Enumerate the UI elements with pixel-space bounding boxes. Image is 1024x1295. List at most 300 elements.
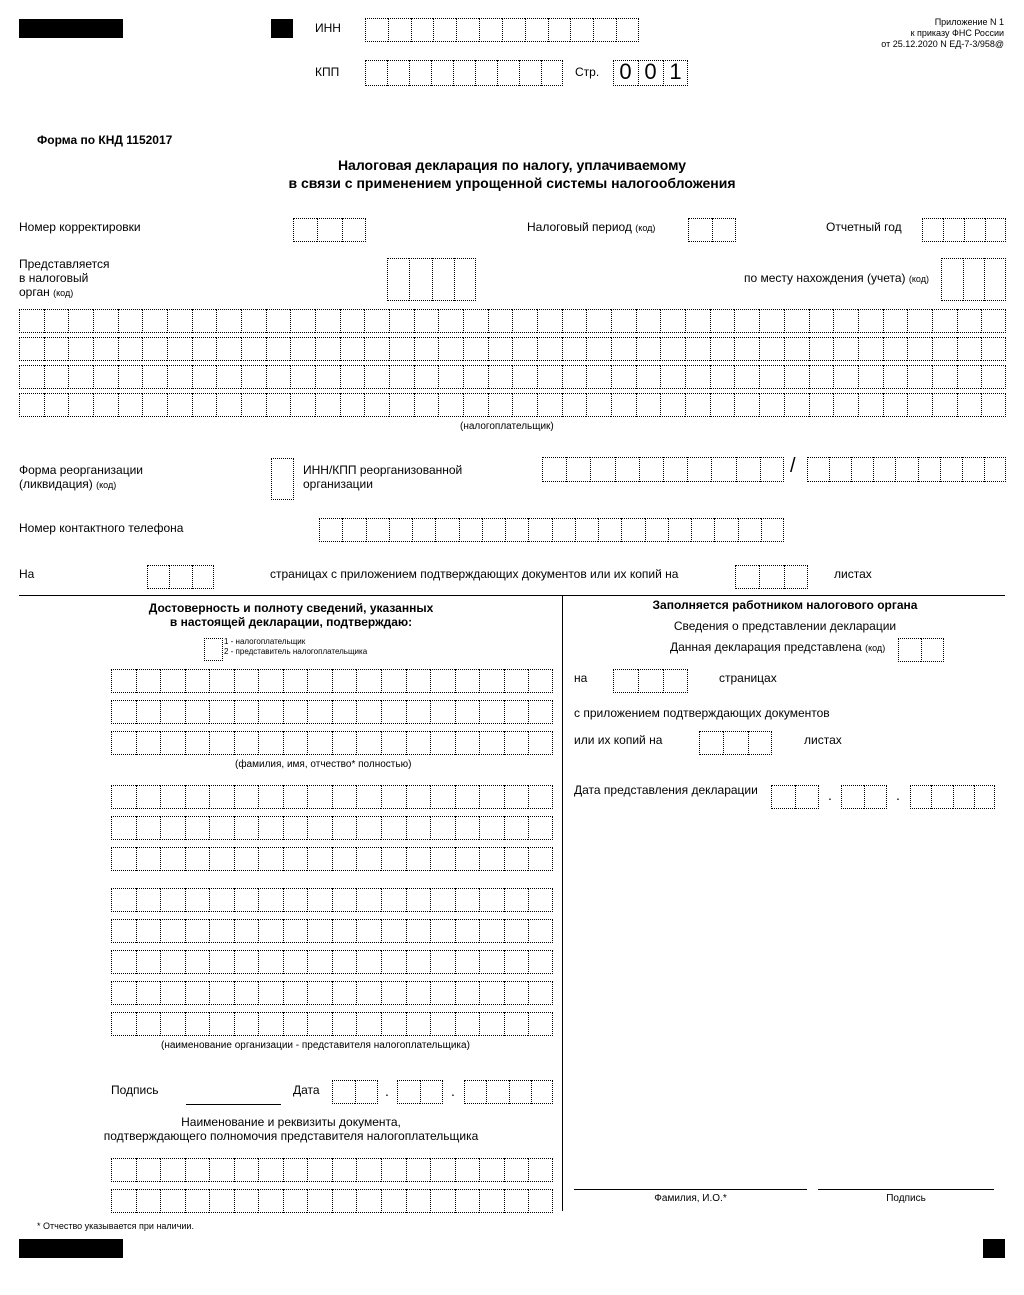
- char-cell[interactable]: [833, 365, 858, 389]
- char-cell[interactable]: [406, 981, 431, 1005]
- char-cell[interactable]: [241, 309, 266, 333]
- char-cell[interactable]: [192, 565, 214, 589]
- char-cell[interactable]: [356, 981, 381, 1005]
- char-cell[interactable]: [258, 847, 283, 871]
- char-cell[interactable]: [258, 981, 283, 1005]
- char-cell[interactable]: [455, 919, 480, 943]
- char-cell[interactable]: [406, 816, 431, 840]
- char-cell[interactable]: [283, 700, 308, 724]
- char-cell[interactable]: [759, 393, 784, 417]
- char-cell[interactable]: [712, 218, 736, 242]
- char-cell[interactable]: [332, 669, 357, 693]
- char-cell[interactable]: [438, 393, 463, 417]
- char-cell[interactable]: [907, 337, 932, 361]
- char-cell[interactable]: [586, 365, 611, 389]
- char-cell[interactable]: [258, 816, 283, 840]
- char-cell[interactable]: [663, 669, 688, 693]
- char-cell[interactable]: [258, 1012, 283, 1036]
- char-cell[interactable]: [784, 309, 809, 333]
- char-cell[interactable]: [406, 1189, 431, 1213]
- char-cell[interactable]: [922, 218, 943, 242]
- char-cell[interactable]: [611, 337, 636, 361]
- char-cell[interactable]: [479, 981, 504, 1005]
- char-cell[interactable]: [332, 1189, 357, 1213]
- char-cell[interactable]: [784, 393, 809, 417]
- fio-row[interactable]: [111, 700, 553, 724]
- char-cell[interactable]: [142, 365, 167, 389]
- char-cell[interactable]: [266, 309, 291, 333]
- char-cell[interactable]: [858, 309, 883, 333]
- char-cell[interactable]: [807, 457, 829, 482]
- char-cell[interactable]: [258, 1158, 283, 1182]
- char-cell[interactable]: [505, 518, 528, 542]
- char-cell[interactable]: [611, 309, 636, 333]
- char-cell[interactable]: [910, 785, 931, 809]
- char-cell[interactable]: [528, 950, 553, 974]
- char-cell[interactable]: [283, 1012, 308, 1036]
- char-cell[interactable]: [356, 1012, 381, 1036]
- inn-cells[interactable]: [365, 18, 639, 42]
- char-cell[interactable]: [234, 1189, 259, 1213]
- char-cell[interactable]: [438, 309, 463, 333]
- char-cell[interactable]: [963, 258, 985, 301]
- char-cell[interactable]: [356, 669, 381, 693]
- char-cell[interactable]: [962, 457, 984, 482]
- char-cell[interactable]: [509, 1080, 531, 1104]
- char-cell[interactable]: [356, 888, 381, 912]
- char-cell[interactable]: [809, 309, 834, 333]
- char-cell[interactable]: [735, 565, 759, 589]
- char-cell[interactable]: [209, 919, 234, 943]
- char-cell[interactable]: [209, 785, 234, 809]
- char-cell[interactable]: [216, 309, 241, 333]
- char-cell[interactable]: [414, 309, 439, 333]
- char-cell[interactable]: [668, 518, 691, 542]
- char-cell[interactable]: [111, 816, 136, 840]
- char-cell[interactable]: [598, 518, 621, 542]
- char-cell[interactable]: [639, 457, 663, 482]
- char-cell[interactable]: [342, 518, 365, 542]
- char-cell[interactable]: [169, 565, 191, 589]
- char-cell[interactable]: [185, 1012, 210, 1036]
- char-cell[interactable]: [258, 1189, 283, 1213]
- char-cell[interactable]: [136, 847, 161, 871]
- char-cell[interactable]: [209, 731, 234, 755]
- char-cell[interactable]: [192, 393, 217, 417]
- char-cell[interactable]: [931, 785, 952, 809]
- char-cell[interactable]: [44, 309, 69, 333]
- char-cell[interactable]: [479, 731, 504, 755]
- char-cell[interactable]: [528, 785, 553, 809]
- char-cell[interactable]: [455, 731, 480, 755]
- char-cell[interactable]: [185, 731, 210, 755]
- reorg-inn-cells[interactable]: [542, 457, 784, 482]
- char-cell[interactable]: [455, 816, 480, 840]
- char-cell[interactable]: [616, 18, 639, 42]
- char-cell[interactable]: [479, 950, 504, 974]
- char-cell[interactable]: [381, 919, 406, 943]
- char-cell[interactable]: [406, 1012, 431, 1036]
- officer-signature-line[interactable]: [818, 1189, 994, 1190]
- reorg-kpp-cells[interactable]: [807, 457, 1006, 482]
- char-cell[interactable]: [528, 888, 553, 912]
- char-cell[interactable]: [685, 309, 710, 333]
- char-cell[interactable]: [118, 393, 143, 417]
- char-cell[interactable]: [738, 518, 761, 542]
- char-cell[interactable]: [734, 365, 759, 389]
- char-cell[interactable]: [266, 337, 291, 361]
- char-cell[interactable]: [464, 1080, 486, 1104]
- char-cell[interactable]: [586, 337, 611, 361]
- char-cell[interactable]: [537, 309, 562, 333]
- char-cell[interactable]: [873, 457, 895, 482]
- char-cell[interactable]: [406, 919, 431, 943]
- char-cell[interactable]: [332, 888, 357, 912]
- char-cell[interactable]: [366, 518, 389, 542]
- char-cell[interactable]: [307, 981, 332, 1005]
- char-cell[interactable]: [691, 518, 714, 542]
- char-cell[interactable]: [710, 393, 735, 417]
- char-cell[interactable]: [356, 700, 381, 724]
- char-cell[interactable]: [932, 393, 957, 417]
- char-cell[interactable]: [985, 218, 1006, 242]
- char-cell[interactable]: [406, 785, 431, 809]
- char-cell[interactable]: [504, 888, 529, 912]
- char-cell[interactable]: [974, 785, 995, 809]
- char-cell[interactable]: [19, 365, 44, 389]
- char-cell[interactable]: [160, 669, 185, 693]
- char-cell[interactable]: [430, 1158, 455, 1182]
- char-cell[interactable]: [118, 337, 143, 361]
- char-cell[interactable]: [234, 1012, 259, 1036]
- authority-doc-row[interactable]: [111, 1189, 553, 1213]
- char-cell[interactable]: [528, 919, 553, 943]
- char-cell[interactable]: [479, 1158, 504, 1182]
- char-cell[interactable]: [512, 393, 537, 417]
- char-cell[interactable]: [142, 337, 167, 361]
- date-day-cells[interactable]: [332, 1080, 378, 1104]
- char-cell[interactable]: [209, 1158, 234, 1182]
- char-cell[interactable]: [455, 1158, 480, 1182]
- char-cell[interactable]: [479, 1012, 504, 1036]
- char-cell[interactable]: [660, 337, 685, 361]
- char-cell[interactable]: [136, 1158, 161, 1182]
- char-cell[interactable]: [438, 337, 463, 361]
- char-cell[interactable]: [397, 1080, 420, 1104]
- char-cell[interactable]: [111, 785, 136, 809]
- char-cell[interactable]: [760, 457, 784, 482]
- char-cell[interactable]: [234, 669, 259, 693]
- char-cell[interactable]: [307, 1189, 332, 1213]
- char-cell[interactable]: [160, 1189, 185, 1213]
- char-cell[interactable]: [528, 847, 553, 871]
- char-cell[interactable]: [512, 337, 537, 361]
- taxpayer-row[interactable]: [19, 393, 1006, 417]
- char-cell[interactable]: [111, 888, 136, 912]
- char-cell[interactable]: [438, 365, 463, 389]
- char-cell[interactable]: [981, 309, 1006, 333]
- char-cell[interactable]: [504, 1012, 529, 1036]
- char-cell[interactable]: [504, 785, 529, 809]
- char-cell[interactable]: [759, 365, 784, 389]
- org-name-row[interactable]: [111, 1012, 553, 1036]
- char-cell[interactable]: [315, 393, 340, 417]
- char-cell[interactable]: [44, 365, 69, 389]
- char-cell[interactable]: [611, 365, 636, 389]
- char-cell[interactable]: [234, 816, 259, 840]
- char-cell[interactable]: [430, 816, 455, 840]
- char-cell[interactable]: [953, 785, 974, 809]
- char-cell[interactable]: [613, 669, 638, 693]
- char-cell[interactable]: [795, 785, 819, 809]
- char-cell[interactable]: [479, 700, 504, 724]
- char-cell[interactable]: [611, 393, 636, 417]
- char-cell[interactable]: [883, 365, 908, 389]
- char-cell[interactable]: [883, 309, 908, 333]
- char-cell[interactable]: [615, 457, 639, 482]
- char-cell[interactable]: [957, 337, 982, 361]
- char-cell[interactable]: [964, 218, 985, 242]
- char-cell[interactable]: [356, 816, 381, 840]
- char-cell[interactable]: [479, 888, 504, 912]
- char-cell[interactable]: [44, 337, 69, 361]
- char-cell[interactable]: [723, 731, 747, 755]
- char-cell[interactable]: [932, 365, 957, 389]
- char-cell[interactable]: [160, 950, 185, 974]
- char-cell[interactable]: [315, 365, 340, 389]
- char-cell[interactable]: [542, 457, 566, 482]
- char-cell[interactable]: [660, 309, 685, 333]
- char-cell[interactable]: [136, 731, 161, 755]
- char-cell[interactable]: [858, 337, 883, 361]
- char-cell[interactable]: [455, 1012, 480, 1036]
- char-cell[interactable]: [381, 731, 406, 755]
- char-cell[interactable]: [381, 981, 406, 1005]
- char-cell[interactable]: [381, 1012, 406, 1036]
- submission-year-cells[interactable]: [910, 785, 995, 809]
- char-cell[interactable]: [455, 981, 480, 1005]
- char-cell[interactable]: [552, 518, 575, 542]
- char-cell[interactable]: [488, 365, 513, 389]
- char-cell[interactable]: [160, 816, 185, 840]
- char-cell[interactable]: [570, 18, 593, 42]
- char-cell[interactable]: [463, 309, 488, 333]
- char-cell[interactable]: [340, 337, 365, 361]
- char-cell[interactable]: [528, 669, 553, 693]
- char-cell[interactable]: [734, 393, 759, 417]
- char-cell[interactable]: [411, 18, 434, 42]
- char-cell[interactable]: [307, 950, 332, 974]
- char-cell[interactable]: [234, 981, 259, 1005]
- char-cell[interactable]: [389, 337, 414, 361]
- char-cell[interactable]: [504, 1158, 529, 1182]
- char-cell[interactable]: [19, 309, 44, 333]
- char-cell[interactable]: [562, 309, 587, 333]
- char-cell[interactable]: [307, 1158, 332, 1182]
- office-sheets-cells[interactable]: [699, 731, 772, 755]
- char-cell[interactable]: [455, 847, 480, 871]
- char-cell[interactable]: [748, 731, 772, 755]
- office-pages-cells[interactable]: [613, 669, 688, 693]
- org-name-row[interactable]: [111, 888, 553, 912]
- char-cell[interactable]: [167, 393, 192, 417]
- char-cell[interactable]: [486, 1080, 508, 1104]
- char-cell[interactable]: [332, 919, 357, 943]
- char-cell[interactable]: [356, 847, 381, 871]
- char-cell[interactable]: [833, 309, 858, 333]
- char-cell[interactable]: [136, 1189, 161, 1213]
- char-cell[interactable]: [356, 1189, 381, 1213]
- char-cell[interactable]: [111, 981, 136, 1005]
- char-cell[interactable]: [136, 1012, 161, 1036]
- char-cell[interactable]: [355, 1080, 378, 1104]
- taxpayer-row[interactable]: [19, 309, 1006, 333]
- char-cell[interactable]: [204, 638, 223, 661]
- char-cell[interactable]: [307, 669, 332, 693]
- char-cell[interactable]: [356, 919, 381, 943]
- char-cell[interactable]: [809, 337, 834, 361]
- char-cell[interactable]: [160, 919, 185, 943]
- char-cell[interactable]: [504, 816, 529, 840]
- char-cell[interactable]: [784, 565, 808, 589]
- char-cell[interactable]: [420, 1080, 443, 1104]
- char-cell[interactable]: [93, 393, 118, 417]
- char-cell[interactable]: [258, 700, 283, 724]
- char-cell[interactable]: [907, 393, 932, 417]
- char-cell[interactable]: [497, 60, 519, 86]
- char-cell[interactable]: [932, 337, 957, 361]
- char-cell[interactable]: [528, 1158, 553, 1182]
- char-cell[interactable]: [864, 785, 887, 809]
- char-cell[interactable]: [209, 847, 234, 871]
- char-cell[interactable]: [381, 700, 406, 724]
- char-cell[interactable]: [258, 669, 283, 693]
- char-cell[interactable]: [160, 1012, 185, 1036]
- char-cell[interactable]: [841, 785, 864, 809]
- org-name-row[interactable]: [111, 847, 553, 871]
- char-cell[interactable]: [381, 1189, 406, 1213]
- char-cell[interactable]: [68, 365, 93, 389]
- char-cell[interactable]: [209, 816, 234, 840]
- char-cell[interactable]: [234, 888, 259, 912]
- char-cell[interactable]: [504, 981, 529, 1005]
- char-cell[interactable]: [160, 700, 185, 724]
- char-cell[interactable]: [185, 1158, 210, 1182]
- char-cell[interactable]: [528, 1189, 553, 1213]
- char-cell[interactable]: [258, 785, 283, 809]
- char-cell[interactable]: [685, 393, 710, 417]
- char-cell[interactable]: [430, 785, 455, 809]
- char-cell[interactable]: [463, 337, 488, 361]
- char-cell[interactable]: [759, 309, 784, 333]
- char-cell[interactable]: [342, 218, 366, 242]
- char-cell[interactable]: [809, 393, 834, 417]
- char-cell[interactable]: [340, 365, 365, 389]
- char-cell[interactable]: [389, 365, 414, 389]
- char-cell[interactable]: [118, 309, 143, 333]
- char-cell[interactable]: [940, 457, 962, 482]
- char-cell[interactable]: [660, 365, 685, 389]
- char-cell[interactable]: [621, 518, 644, 542]
- char-cell[interactable]: [388, 18, 411, 42]
- char-cell[interactable]: [851, 457, 873, 482]
- char-cell[interactable]: [111, 950, 136, 974]
- char-cell[interactable]: [566, 457, 590, 482]
- char-cell[interactable]: [575, 518, 598, 542]
- tax-authority-cells[interactable]: [387, 258, 476, 301]
- char-cell[interactable]: [645, 518, 668, 542]
- char-cell[interactable]: [829, 457, 851, 482]
- org-name-row[interactable]: [111, 950, 553, 974]
- char-cell[interactable]: [406, 700, 431, 724]
- char-cell[interactable]: [833, 393, 858, 417]
- char-cell[interactable]: [430, 888, 455, 912]
- char-cell[interactable]: [459, 518, 482, 542]
- char-cell[interactable]: [562, 393, 587, 417]
- char-cell[interactable]: [430, 669, 455, 693]
- char-cell[interactable]: [898, 638, 921, 662]
- char-cell[interactable]: [504, 669, 529, 693]
- char-cell[interactable]: [283, 669, 308, 693]
- char-cell[interactable]: [307, 700, 332, 724]
- char-cell[interactable]: [258, 731, 283, 755]
- char-cell[interactable]: [266, 393, 291, 417]
- char-cell[interactable]: [454, 258, 476, 301]
- char-cell[interactable]: [307, 847, 332, 871]
- char-cell[interactable]: [319, 518, 342, 542]
- char-cell[interactable]: [858, 393, 883, 417]
- char-cell[interactable]: [185, 700, 210, 724]
- org-name-row[interactable]: [111, 816, 553, 840]
- char-cell[interactable]: [283, 981, 308, 1005]
- char-cell[interactable]: [192, 337, 217, 361]
- char-cell[interactable]: [636, 309, 661, 333]
- char-cell[interactable]: [907, 365, 932, 389]
- char-cell[interactable]: [475, 60, 497, 86]
- char-cell[interactable]: [136, 888, 161, 912]
- char-cell[interactable]: [479, 785, 504, 809]
- char-cell[interactable]: [528, 518, 551, 542]
- char-cell[interactable]: [136, 919, 161, 943]
- authority-doc-row[interactable]: [111, 1158, 553, 1182]
- phone-cells[interactable]: [319, 518, 784, 542]
- signer-type-cell[interactable]: [204, 638, 223, 661]
- char-cell[interactable]: [111, 847, 136, 871]
- char-cell[interactable]: [734, 337, 759, 361]
- char-cell[interactable]: [482, 518, 505, 542]
- submission-day-cells[interactable]: [771, 785, 819, 809]
- char-cell[interactable]: [160, 888, 185, 912]
- char-cell[interactable]: [19, 393, 44, 417]
- char-cell[interactable]: [430, 1012, 455, 1036]
- char-cell[interactable]: [593, 18, 616, 42]
- char-cell[interactable]: [957, 393, 982, 417]
- char-cell[interactable]: [488, 393, 513, 417]
- char-cell[interactable]: [414, 337, 439, 361]
- char-cell[interactable]: [118, 365, 143, 389]
- char-cell[interactable]: [381, 847, 406, 871]
- char-cell[interactable]: [453, 60, 475, 86]
- char-cell[interactable]: [340, 393, 365, 417]
- char-cell[interactable]: [258, 888, 283, 912]
- char-cell[interactable]: [111, 1012, 136, 1036]
- char-cell[interactable]: [699, 731, 723, 755]
- char-cell[interactable]: [833, 337, 858, 361]
- char-cell[interactable]: [519, 60, 541, 86]
- char-cell[interactable]: [463, 393, 488, 417]
- char-cell[interactable]: [332, 785, 357, 809]
- char-cell[interactable]: [435, 518, 458, 542]
